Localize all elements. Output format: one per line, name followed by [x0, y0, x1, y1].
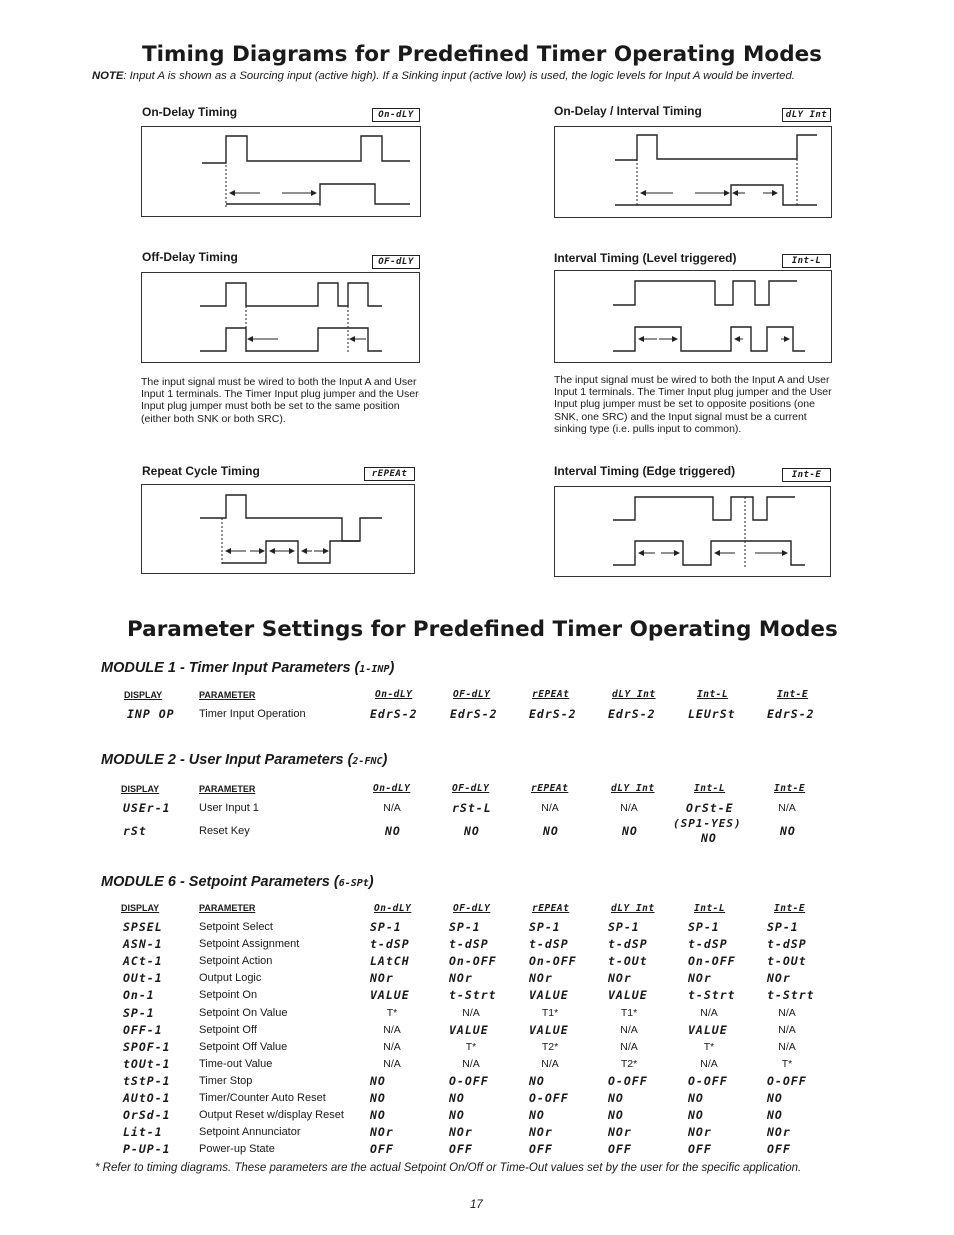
- module6-value: T2*: [620, 1057, 638, 1070]
- module6-row-parameter: Setpoint On Value: [199, 1006, 288, 1019]
- repeat-label: Repeat Cycle Timing: [142, 464, 260, 478]
- module2-value: rSt-L: [452, 801, 492, 815]
- module6-value: NO: [688, 1091, 704, 1105]
- module6-row-parameter: Power-up State: [199, 1143, 275, 1156]
- module6-value: NOr: [767, 1125, 791, 1140]
- module6-row-display: Lit-1: [123, 1125, 163, 1140]
- module6-value: NOr: [449, 971, 473, 986]
- module1-display-header: DISPLAY: [124, 690, 163, 700]
- mode-header: rEPEAt: [532, 689, 570, 700]
- module6-value: N/A: [778, 1040, 796, 1053]
- module6-value: N/A: [778, 1006, 796, 1019]
- module6-value: NOr: [370, 971, 394, 986]
- note: [92, 70, 795, 82]
- module2-heading: MODULE 2 - User Input Parameters (2-FNC): [101, 752, 388, 768]
- module6-value: NO: [608, 1091, 624, 1105]
- module2-row-display: USEr-1: [123, 801, 171, 815]
- module6-value: NO: [370, 1108, 386, 1123]
- module6-value: OFF: [449, 1142, 473, 1157]
- module6-value: On-OFF: [688, 954, 736, 969]
- module2-value: N/A: [383, 802, 401, 814]
- module6-row-display: AUtO-1: [123, 1091, 171, 1105]
- module6-parameter-header: PARAMETER: [199, 903, 256, 913]
- module1-parameter-header: PARAMETER: [199, 690, 256, 700]
- module6-row-display: OrSd-1: [123, 1108, 171, 1123]
- module6-value: t-dSP: [688, 937, 728, 952]
- module6-value: t-OUt: [767, 954, 807, 969]
- module6-display-header: DISPLAY: [121, 903, 160, 913]
- module6-value: NO: [688, 1108, 704, 1123]
- module6-row-display: OUt-1: [123, 971, 163, 986]
- interval-edge-waveform: [555, 487, 830, 576]
- module6-value: T1*: [620, 1006, 638, 1019]
- module2-value: N/A: [541, 802, 559, 814]
- module6-value: OFF: [608, 1142, 632, 1157]
- off-delay-diagram: [141, 272, 420, 363]
- module1-value: LEUrSt: [688, 707, 736, 721]
- module6-value: VALUE: [529, 1022, 569, 1037]
- module6-value: NO: [529, 1073, 545, 1088]
- on-delay-label: On-Delay Timing: [142, 105, 238, 119]
- module6-row-parameter: Setpoint Select: [199, 921, 273, 933]
- note-label: NOTE: [92, 70, 124, 82]
- module6-row-parameter: Output Reset w/display Reset: [199, 1109, 344, 1122]
- module6-row-display: tOUt-1: [123, 1056, 171, 1071]
- module2-value: NO: [543, 824, 559, 838]
- module6-row-parameter: Output Logic: [199, 972, 262, 985]
- module6-value: N/A: [383, 1023, 401, 1036]
- off-delay-label: Off-Delay Timing: [142, 250, 238, 264]
- module2-value: OrSt-E: [686, 801, 734, 815]
- mode-header: Int-E: [774, 783, 806, 794]
- mode-header: rEPEAt: [532, 903, 570, 914]
- module1-row-parameter: Timer Input Operation: [199, 708, 306, 720]
- module6-value: OFF: [688, 1142, 712, 1157]
- module1-value: EdrS-2: [767, 707, 815, 721]
- module6-value: SP-1: [449, 920, 481, 934]
- mode-header: On-dLY: [375, 689, 413, 700]
- module6-value: NO: [449, 1108, 465, 1123]
- module6-heading: MODULE 6 - Setpoint Parameters (6-SPt): [101, 874, 374, 890]
- module6-value: NOr: [688, 971, 712, 986]
- module6-value: VALUE: [370, 988, 410, 1003]
- module6-value: VALUE: [608, 988, 648, 1003]
- mode-header: dLY Int: [611, 903, 655, 914]
- module6-row-parameter: Setpoint Off: [199, 1023, 257, 1036]
- interval-level-label: Interval Timing (Level triggered): [554, 251, 737, 265]
- module2-row-parameter: Reset Key: [199, 825, 250, 837]
- module6-value: N/A: [462, 1057, 480, 1070]
- module6-row-parameter: Setpoint Assignment: [199, 938, 300, 951]
- module1-value: EdrS-2: [450, 707, 498, 721]
- module6-value: T*: [703, 1040, 715, 1053]
- module6-row-display: ACt-1: [123, 954, 163, 969]
- module6-value: N/A: [700, 1006, 718, 1019]
- module6-value: VALUE: [688, 1022, 728, 1037]
- mode-header: Int-E: [777, 689, 809, 700]
- module6-value: t-dSP: [529, 937, 569, 952]
- module6-value: NOr: [370, 1125, 394, 1140]
- mode-header: Int-E: [774, 903, 806, 914]
- module2-value: NO: [780, 824, 796, 838]
- module6-value: NOr: [608, 1125, 632, 1140]
- module6-value: NOr: [449, 1125, 473, 1140]
- module6-value: OFF: [370, 1142, 394, 1157]
- module6-row-parameter: Setpoint On: [199, 989, 258, 1002]
- module6-value: t-dSP: [767, 937, 807, 952]
- module2-value: N/A: [778, 802, 796, 814]
- module2-value: NO: [464, 824, 480, 838]
- module6-value: O-OFF: [449, 1073, 489, 1088]
- module2-row-parameter: User Input 1: [199, 802, 259, 814]
- interval-level-diagram: [554, 270, 832, 363]
- module6-value: T2*: [541, 1040, 559, 1053]
- interval-edge-code: Int-E: [782, 468, 831, 482]
- module6-row-parameter: Timer Stop: [199, 1074, 253, 1087]
- interval-edge-label: Interval Timing (Edge triggered): [554, 464, 736, 478]
- module6-value: t-dSP: [449, 937, 489, 952]
- mode-header: dLY Int: [611, 783, 655, 794]
- module6-value: LAtCH: [370, 954, 410, 969]
- mode-header: rEPEAt: [531, 783, 569, 794]
- on-delay-waveform: [142, 127, 420, 216]
- module6-value: SP-1: [767, 920, 799, 934]
- module6-value: t-Strt: [688, 988, 736, 1003]
- module1-heading: MODULE 1 - Timer Input Parameters (1-INP): [101, 660, 395, 676]
- params-title: Parameter Settings for Predefined Timer Operating Modes: [127, 617, 838, 642]
- module2-extra-value: (SP1-YES): [673, 817, 742, 830]
- module6-row-parameter: Timer/Counter Auto Reset: [199, 1092, 326, 1104]
- module6-value: NOr: [608, 971, 632, 986]
- module1-value: EdrS-2: [608, 707, 656, 721]
- left-wiring-note: The input signal must be wired to both the Input A and User Input 1 terminals. The Timer Input plug jumper and the User Input plug jumper must both be set to the same position (either both SNK or both SRC).: [141, 376, 419, 425]
- module6-value: N/A: [700, 1057, 718, 1070]
- mode-header: On-dLY: [373, 783, 411, 794]
- module6-value: OFF: [529, 1142, 553, 1157]
- repeat-waveform: [142, 485, 414, 573]
- module6-value: SP-1: [529, 920, 561, 934]
- module6-value: SP-1: [370, 920, 402, 934]
- module6-row-display: On-1: [123, 988, 155, 1003]
- mode-header: Int-L: [694, 783, 726, 794]
- module6-value: NO: [370, 1073, 386, 1088]
- module6-value: t-OUt: [608, 954, 648, 969]
- module1-value: EdrS-2: [370, 707, 418, 721]
- module6-value: NO: [370, 1091, 386, 1105]
- module6-row-parameter: Setpoint Off Value: [199, 1040, 288, 1053]
- module6-value: NOr: [529, 1125, 553, 1140]
- interval-level-waveform: [555, 271, 831, 362]
- module6-value: O-OFF: [529, 1091, 569, 1105]
- module6-row-parameter: Setpoint Action: [199, 955, 273, 968]
- module6-value: T*: [386, 1006, 398, 1019]
- on-delay-interval-waveform: [555, 127, 831, 217]
- mode-header: OF-dLY: [452, 783, 490, 794]
- module6-value: NO: [767, 1091, 783, 1105]
- module6-value: N/A: [462, 1006, 480, 1019]
- module6-value: NO: [449, 1091, 465, 1105]
- module6-value: t-dSP: [608, 937, 648, 952]
- module6-value: NOr: [688, 1125, 712, 1140]
- module6-value: SP-1: [688, 920, 720, 934]
- interval-level-code: Int-L: [782, 254, 831, 268]
- module6-row-display: tStP-1: [123, 1073, 171, 1088]
- off-delay-code: OF-dLY: [372, 255, 420, 269]
- module6-value: O-OFF: [608, 1073, 648, 1088]
- footnote: * Refer to timing diagrams. These parameters are the actual Setpoint On/Off or Time-Out values set by the user for the specific application.: [95, 1162, 802, 1174]
- module6-value: N/A: [383, 1040, 401, 1053]
- page-number: 17: [470, 1199, 483, 1211]
- on-delay-interval-code: dLY Int: [782, 108, 831, 122]
- module6-value: t-dSP: [370, 937, 410, 952]
- module6-row-parameter: Time-out Value: [199, 1057, 273, 1070]
- module6-value: O-OFF: [688, 1073, 728, 1088]
- mode-header: Int-L: [694, 903, 726, 914]
- module6-value: VALUE: [529, 988, 569, 1003]
- on-delay-diagram: [141, 126, 421, 217]
- module6-value: N/A: [620, 1040, 638, 1053]
- module2-value: NO: [701, 831, 717, 845]
- module6-value: N/A: [620, 1023, 638, 1036]
- module6-row-display: P-UP-1: [123, 1142, 171, 1157]
- module6-value: On-OFF: [449, 954, 497, 969]
- module2-value: N/A: [620, 802, 638, 814]
- module6-value: VALUE: [449, 1022, 489, 1037]
- module2-parameter-header: PARAMETER: [199, 784, 256, 794]
- module6-value: NO: [767, 1108, 783, 1123]
- module6-value: T*: [781, 1057, 793, 1070]
- module6-value: T1*: [541, 1006, 559, 1019]
- module2-value: NO: [622, 824, 638, 838]
- module6-row-display: SPOF-1: [123, 1039, 171, 1054]
- module6-row-display: SPSEL: [123, 920, 163, 934]
- module6-value: OFF: [767, 1142, 791, 1157]
- right-wiring-note: The input signal must be wired to both the Input A and User Input 1 terminals. The Timer Input plug jumper and the User Input plug jumper must be set to opposite positions (one SNK, one SRC) and the Input signal must be a current sinking type (i.e. pulls input to common).: [554, 374, 832, 435]
- module6-value: NO: [529, 1108, 545, 1123]
- mode-header: dLY Int: [612, 689, 656, 700]
- mode-header: On-dLY: [374, 903, 412, 914]
- on-delay-code: On-dLY: [372, 108, 420, 122]
- module6-value: On-OFF: [529, 954, 577, 969]
- module6-row-display: SP-1: [123, 1005, 155, 1020]
- interval-edge-diagram: [554, 486, 831, 577]
- module6-value: t-Strt: [449, 988, 497, 1003]
- module6-row-display: OFF-1: [123, 1022, 163, 1037]
- module2-display-header: DISPLAY: [121, 784, 160, 794]
- module6-value: NO: [608, 1108, 624, 1123]
- module6-value: NOr: [767, 971, 791, 986]
- mode-header: OF-dLY: [453, 689, 491, 700]
- module6-value: N/A: [541, 1057, 559, 1070]
- module6-value: T*: [465, 1040, 477, 1053]
- on-delay-interval-label: On-Delay / Interval Timing: [554, 104, 702, 118]
- module6-value: t-Strt: [767, 988, 815, 1003]
- module6-value: NOr: [529, 971, 553, 986]
- module2-value: NO: [385, 824, 401, 838]
- mode-header: OF-dLY: [453, 903, 491, 914]
- repeat-diagram: [141, 484, 415, 574]
- module1-row-display: INP OP: [127, 707, 175, 721]
- module6-value: O-OFF: [767, 1073, 807, 1088]
- on-delay-interval-diagram: [554, 126, 832, 218]
- off-delay-waveform: [142, 273, 419, 362]
- note-text: : Input A is shown as a Sourcing input (active high). If a Sinking input (active low) is used, the logic levels for Input A would be inverted.: [123, 70, 795, 82]
- module6-row-parameter: Setpoint Annunciator: [199, 1126, 301, 1139]
- module6-value: N/A: [778, 1023, 796, 1036]
- module2-row-display: rSt: [123, 824, 147, 838]
- module6-value: SP-1: [608, 920, 640, 934]
- module6-row-display: ASN-1: [123, 937, 163, 952]
- module6-value: N/A: [383, 1057, 401, 1070]
- repeat-code: rEPEAt: [364, 467, 415, 481]
- module1-value: EdrS-2: [529, 707, 577, 721]
- timing-title: Timing Diagrams for Predefined Timer Operating Modes: [142, 42, 822, 67]
- mode-header: Int-L: [697, 689, 729, 700]
